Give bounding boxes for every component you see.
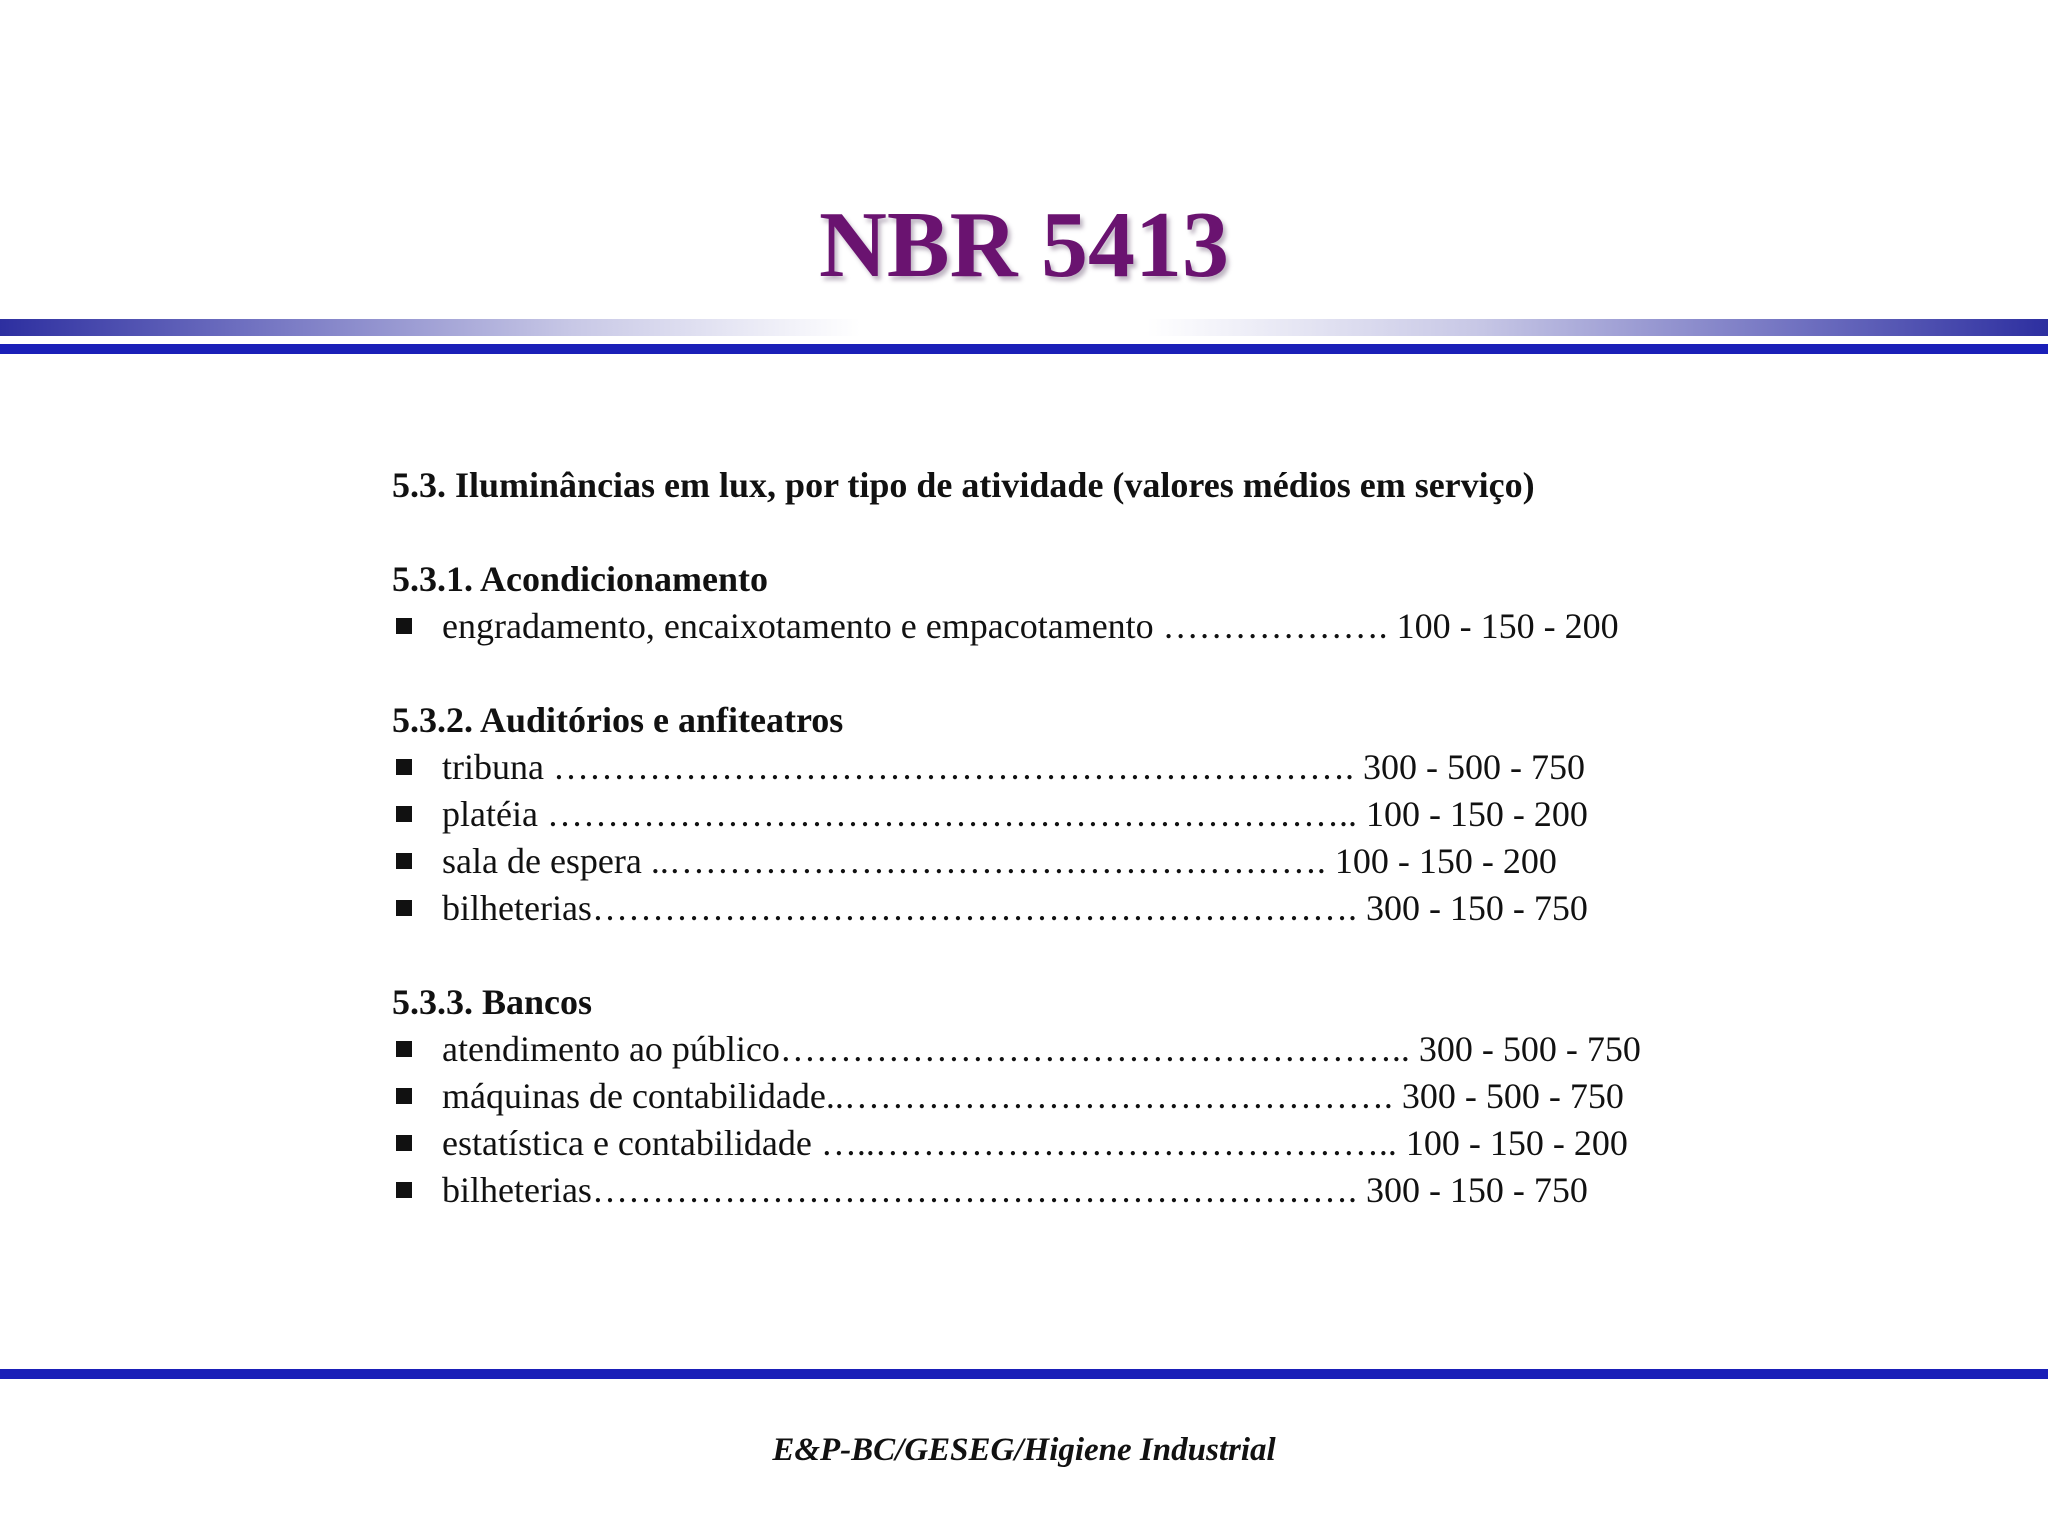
main-heading: 5.3. Iluminâncias em lux, por tipo de atividade (valores médios em serviço): [392, 465, 1535, 505]
decorative-gradient-rule: [0, 319, 2048, 336]
square-bullet-icon: [396, 1088, 412, 1104]
slide-title: NBR 5413: [819, 193, 1229, 297]
section-heading: 5.3.2. Auditórios e anfiteatros: [392, 700, 844, 740]
item-list: [392, 603, 1792, 650]
square-bullet-icon: [396, 806, 412, 822]
list-item: [392, 838, 1792, 885]
section-auditorios: [392, 697, 1792, 932]
list-item: [392, 744, 1792, 791]
item-text: sala de espera ..………………………………………………. 100 - 150 - 200: [442, 841, 1557, 881]
list-item: [392, 885, 1792, 932]
item-text: atendimento ao público…………………………………………….. 300 - 500 - 750: [442, 1029, 1641, 1069]
list-item: [392, 1120, 1792, 1167]
item-list: [392, 744, 1792, 932]
section-bancos: [392, 979, 1792, 1214]
list-item: [392, 1167, 1792, 1214]
footer-text: E&P-BC/GESEG/Higiene Industrial: [772, 1432, 1276, 1468]
square-bullet-icon: [396, 1135, 412, 1151]
list-item: [392, 1026, 1792, 1073]
bottom-divider: [0, 1369, 2048, 1379]
item-text: engradamento, encaixotamento e empacotamento ………………. 100 - 150 - 200: [442, 606, 1619, 646]
section-heading: 5.3.1. Acondicionamento: [392, 559, 769, 599]
square-bullet-icon: [396, 759, 412, 775]
section-acondicionamento: [392, 556, 1792, 650]
item-list: [392, 1026, 1792, 1214]
square-bullet-icon: [396, 618, 412, 634]
top-divider: [0, 344, 2048, 354]
square-bullet-icon: [396, 853, 412, 869]
list-item: [392, 1073, 1792, 1120]
content-area: [392, 462, 1792, 1214]
square-bullet-icon: [396, 1182, 412, 1198]
list-item: [392, 603, 1792, 650]
list-item: [392, 791, 1792, 838]
section-heading: 5.3.3. Bancos: [392, 982, 593, 1022]
item-text: bilheterias………………………………………………………. 300 - 150 - 750: [442, 1170, 1588, 1210]
square-bullet-icon: [396, 1041, 412, 1057]
item-text: platéia ………………………………………………………….. 100 - 150 - 200: [442, 794, 1588, 834]
square-bullet-icon: [396, 900, 412, 916]
item-text: tribuna …………………………………………………………. 300 - 500 - 750: [442, 747, 1585, 787]
item-text: estatística e contabilidade …..…………………………………….. 100 - 150 - 200: [442, 1123, 1628, 1163]
item-text: bilheterias………………………………………………………. 300 - 150 - 750: [442, 888, 1588, 928]
item-text: máquinas de contabilidade..………………………………………. 300 - 500 - 750: [442, 1076, 1624, 1116]
